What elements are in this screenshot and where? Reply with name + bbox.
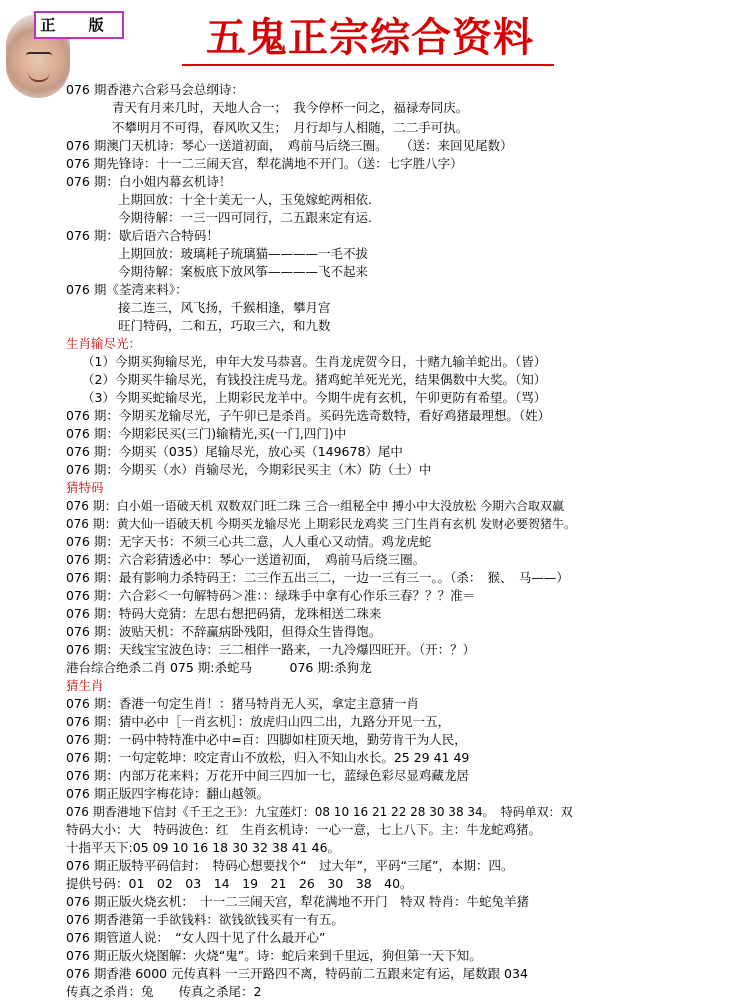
- text-line: 076 期香港第一手欲钱料：欲钱欲钱买有一有五。: [66, 912, 344, 927]
- text-line: 076 期：白小姐内幕玄机诗！: [66, 174, 232, 189]
- text-line: 076 期：猜中必中［一肖玄机］：放虎归山四二出，九路分开见一五，: [66, 714, 451, 729]
- text-line: 076 期：一句定乾坤：咬定青山不放松，归入不知山水长。25 29 41 49: [66, 750, 470, 765]
- text-line: 上期回放：十全十美无一人，玉兔嫁蛇两相依.: [118, 192, 372, 207]
- section-heading: 猜生肖: [66, 678, 104, 693]
- text-line: 076 期：六合彩猜透必中：琴心一送道初面， 鸡前马后绕三圈。: [66, 552, 426, 567]
- text-line: 076 期：最有影响力杀特码王：二三作五出三二，一边一三有三一。。（杀： 猴、 马——）: [66, 570, 569, 585]
- text-line: 076 期：一码中特特准中必中=百：四脚如柱顶天地，勤劳肯干为人民，: [66, 732, 467, 747]
- text-line: 076 期正版火烧玄机： 十一二三闹天宫，犁花满地不开门 特双 特肖：牛蛇兔羊猪: [66, 894, 530, 909]
- text-line: 076 期：今期买（035）尾输尽光，放心买（149678）尾中: [66, 444, 403, 459]
- text-line: （3）今期买蛇输尽光，上期彩民龙羊中。今期牛虎有玄机，午卯更防有希望。（骂）: [82, 390, 547, 405]
- title-underline: [182, 64, 554, 66]
- text-line: 076 期先锋诗：十一二三闹天宫，犁花满地不开门。（送：七字胜八字）: [66, 156, 463, 171]
- text-line: 076 期正版四字梅花诗：翻山越领。: [66, 786, 269, 801]
- text-line: （1）今期买狗输尽光，申年大发马恭喜。生肖龙虎贺今日，十赌九输羊蛇出。（皆）: [82, 354, 547, 369]
- text-line: 今期待解：案板底下放风筝————飞不起来: [118, 264, 369, 279]
- text-line: 旺门特码，二和五，巧取三六，和九数: [118, 318, 331, 333]
- text-line: 076 期：黄大仙一语破天机 今期买龙输尽光 上期彩民龙鸡奖 三门生肖有玄机 发财必要贺猪牛。: [66, 517, 576, 531]
- text-line: 上期回放：玻璃耗子琉璃猫————一毛不拔: [118, 246, 369, 261]
- text-line: 076 期：香港一句定生肖！：猪马特肖无人买，拿定主意猜一肖: [66, 696, 419, 711]
- text-line: 不攀明月不可得，春风吹又生； 月行却与人相随，二二手可执。: [112, 120, 469, 135]
- text-line: 076 期：今期买龙输尽光，子午卯已是杀肖。买码先选奇数特，看好鸡猪最理想。（姓）: [66, 408, 551, 423]
- text-line: 076 期正版特平码信封： 特码心想要找个“ 过大年”，平码“三尾”，本期：四。: [66, 858, 514, 873]
- text-line: 076 期：今期彩民买(三门)输精光,买(一门,四门)中: [66, 426, 347, 441]
- authentic-badge: 正 版: [34, 11, 124, 39]
- text-line: 076 期：今期买（水）肖输尽光，今期彩民买主（木）防（土）中: [66, 462, 432, 477]
- text-line: 076 期：特码大竞猜：左思右想把码猜，龙珠相送二珠来: [66, 606, 382, 621]
- text-line: （2）今期买牛输尽光，有钱投注虎马龙。猪鸡蛇羊死光光，结果偶数中大奖。（知）: [82, 372, 547, 387]
- text-line: 076 期：波贴天机：不辞赢病卧残阳，但得众生皆得饱。: [66, 624, 382, 639]
- text-line: 076 期香港六合彩马会总纲诗：: [66, 82, 244, 97]
- text-line: 076 期：天线宝宝波色诗：三二相伴一路来，一九冷爆四旺开。（开：？）: [66, 642, 476, 657]
- text-line: 076 期澳门天机诗：琴心一送道初面， 鸡前马后绕三圈。 （送：来回见尾数）: [66, 138, 513, 153]
- text-line: 076 期香港地下信封《千王之王》：九宝莲灯：08 10 16 21 22 28 30 38 34。 特码单双：双: [66, 805, 573, 819]
- portrait-eyes: [26, 52, 52, 59]
- text-line: 青天有月来几时，天地人合一； 我今停杯一问之，福禄寿同庆。: [112, 100, 469, 115]
- text-line: 076 期正版火烧图解：火烧“鬼”。诗：蛇后来到千里远，狗但第一天下知。: [66, 948, 482, 963]
- page-title: 五鬼正宗综合资料: [206, 14, 534, 61]
- text-line: 076 期：歇后语六合特码！: [66, 228, 219, 243]
- text-line: 提供号码：01 02 03 14 19 21 26 30 38 40。: [66, 876, 413, 891]
- text-line: 接二连三，风飞扬，千猴相逢，攀月宫: [118, 300, 331, 315]
- text-line: 076 期香港 6000 元传真料 一三开路四不离，特码前二五跟来定有运，尾数跟 034: [66, 966, 528, 981]
- text-line: 特码大小：大 特码波色：红 生肖玄机诗：一心一意，七上八下。主：牛龙蛇鸡猪。: [66, 822, 542, 837]
- text-line: 076 期《荃湾来料》：: [66, 282, 188, 297]
- text-line: 076 期：六合彩＜一句解特码＞准：：绿珠手中拿有心作乐三春？？？准＝: [66, 588, 476, 603]
- text-line: 076 期：内部万花来料；万花开中间三四加一七，蓝绿色彩尽显鸡藏龙居: [66, 768, 469, 783]
- text-line: 076 期管道人说： “女人四十见了什么最开心”: [66, 930, 326, 945]
- text-line: 076 期：无字天书：不须三心共二意，人人重心又动情。鸡龙虎蛇: [66, 534, 432, 549]
- text-line: 今期待解：一三一四可同行，二五跟来定有运.: [118, 210, 372, 225]
- text-line: 076 期：白小姐一语破天机 双数双门旺二珠 三合一组秘全中 搏小中大没放松 今期六合取双赢: [66, 499, 564, 513]
- text-line: 传真之杀肖：兔 传真之杀尾：2: [66, 984, 262, 999]
- portrait-mouth: [28, 72, 50, 82]
- text-line: 港台综合绝杀二肖 075 期:杀蛇马 076 期:杀狗龙: [66, 660, 372, 675]
- section-heading: 生肖输尽光：: [66, 336, 142, 351]
- text-line: 十指平天下:05 09 10 16 18 30 32 38 41 46。: [66, 840, 341, 855]
- section-heading: 猜特码: [66, 480, 104, 495]
